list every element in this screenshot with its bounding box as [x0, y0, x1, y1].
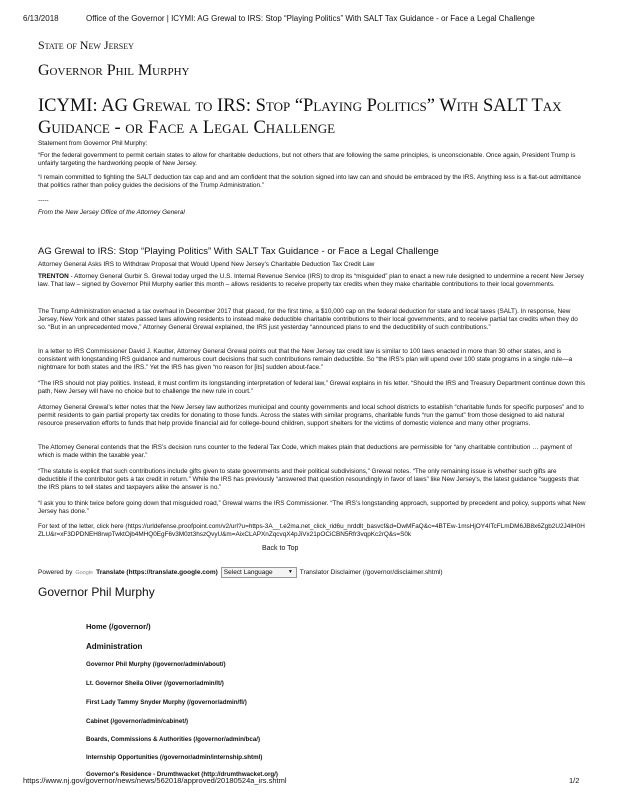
- print-url: https://www.nj.gov/governor/news/news/562018/approved/20180524a_irs.shtml: [23, 776, 287, 785]
- translate-link[interactable]: Translate (https://translate.google.com): [96, 569, 218, 576]
- source-line: From the New Jersey Office of the Attorney General: [38, 209, 185, 216]
- dateline: TRENTON: [38, 273, 69, 280]
- page-number: 1/2: [569, 776, 580, 785]
- article-paragraph: The Trump Administration enacted a tax overhaul in December 2017 that placed, for the first time, a $10,000 cap on the federal deduction for state and local taxes (SALT). In response, New Jersey, New York and other states passed laws allowing residents to instead make deductible charitable contributions to their local governments, and to receive partial tax credits when they do so. “But in an unprecedented move,” Attorney General Grewal explained, the IRS just yesterday “announced plans to end the deductibility of such contributions.”: [38, 308, 578, 331]
- sub-deck: Attorney General Asks IRS to Withdraw Proposal that Would Upend New Jersey’s Charitable Deduction Tax Credit Law: [38, 261, 375, 268]
- nav-home-link[interactable]: Home (/governor/): [86, 622, 151, 631]
- nav-link-lt-governor[interactable]: Lt. Governor Sheila Oliver (/governor/admin/lt/): [86, 680, 224, 687]
- article-headline: ICYMI: AG Grewal to IRS: Stop “Playing Politics” With SALT Tax Guidance - or Face a Legal Challenge: [38, 96, 562, 138]
- divider-text: -----: [38, 197, 49, 204]
- translator-disclaimer-link[interactable]: Translator Disclaimer (/governor/disclaimer.shtml): [299, 569, 443, 576]
- article-paragraph: Attorney General Grewal’s letter notes that the New Jersey law authorizes municipal and county governments and local school districts to establish “charitable funds for specific purposes” and to permit residents to gain partial property tax credits for donating to those funds. Across the states with similar programs, charitable funds “run the gamut” from those designed to aid natural resource preservation efforts to funds that help provide financial aid for college-bound children, support shelters for the victims of domestic violence and many other programs.: [38, 404, 584, 427]
- powered-by-label: Powered by: [38, 569, 73, 576]
- nav-admin-heading: Administration: [86, 642, 143, 651]
- google-logo-icon: Google: [75, 569, 94, 576]
- footer-site-title[interactable]: Governor Phil Murphy: [38, 585, 155, 599]
- nav-link-governor[interactable]: Governor Phil Murphy (/governor/admin/about/): [86, 661, 226, 668]
- quote-paragraph: “For the federal government to permit certain states to allow for charitable deductions, but not others that are following the same principles, is unconscionable. Once again, President Trump is unfairly targeting the hardworking people of New Jersey.: [38, 152, 576, 167]
- print-page-title: Office of the Governor | ICYMI: AG Grewal to IRS: Stop “Playing Politics” With SALT Tax Guidance - or Face a Legal Challenge: [86, 14, 535, 23]
- nav-link-boards[interactable]: Boards, Commissions & Authorities (/governor/admin/bca/): [86, 736, 261, 743]
- article-paragraph: TRENTON - Attorney General Gurbir S. Grewal today urged the U.S. Internal Revenue Service (IRS) to drop its “misguided” plan to enact a new rule designed to undermine a recent New Jersey law. That law – signed by Governor Phil Murphy earlier this month – allows residents to receive property tax credits when they make charitable contributions to their local governments.: [38, 273, 584, 288]
- article-paragraph: “The IRS should not play politics. Instead, it must confirm its longstanding interpretation of federal law,” Grewal explains in his letter. “Should the IRS and Treasury Department continue down this path, New Jersey will have no choice but to challenge the new rule in court.”: [38, 380, 586, 395]
- article-paragraph: The Attorney General contends that the IRS’s decision runs counter to the federal Tax Code, which makes plain that deductions are permissible for “any charitable contribution … payment of which is made within the taxable year.”: [38, 444, 573, 459]
- sub-headline: AG Grewal to IRS: Stop “Playing Politics” With SALT Tax Guidance - or Face a Legal Challenge: [38, 246, 439, 257]
- back-to-top-link[interactable]: Back to Top: [262, 545, 299, 552]
- nav-link-cabinet[interactable]: Cabinet (/governor/admin/cabinet/): [86, 718, 189, 725]
- chevron-down-icon: ▼: [287, 569, 293, 575]
- nav-link-residence[interactable]: Governor's Residence - Drumthwacket (http://drumthwacket.org/): [86, 771, 278, 778]
- article-paragraph: “The statute is explicit that such contributions include gifts given to state governments and their political subdivisions,” Grewal notes. “The only remaining issue is whether such gifts are deductible if the contributor gets a tax credit in return.” While the IRS has previously “answered that question resoundingly in favor of laws” like New Jersey’s, the latest guidance “suggests that the IRS plans to tell states and taxpayers alike the answer is no.”: [38, 468, 579, 491]
- language-select[interactable]: Select Language ▼: [221, 567, 297, 578]
- translate-bar: [38, 567, 443, 578]
- article-paragraph: “I ask you to think twice before going down that misguided road,” Grewal warns the IRS Commissioner. “The IRS’s longstanding approach, supported by precedent and policy, supports what New Jersey has done.”: [38, 500, 586, 515]
- article-paragraph: In a letter to IRS Commissioner David J. Kautter, Attorney General Grewal points out that the New Jersey tax credit law is similar to 100 laws enacted in more than 30 other states, and is consistent with longstanding IRS guidance and numerous court decisions that such contributions remain deductible. So “the IRS’s plan will upend over 100 state programs in a single rule—a nightmare for both states and the IRS.” Yet the IRS has given “no reason for [its] sudden about-face.”: [38, 348, 573, 371]
- letter-link-paragraph[interactable]: For text of the letter, click here (https://urldefense.proofpoint.com/v2/url?u=https-3A__t.e2ma.net_click_rid6u_nrddlt_basvcf&d=DwMFaQ&c=4BTEw-1msHjOY4ITcFLmDM6JB8x6Zgb2U2J4IH0HZLU&r=xF3DPDNEH8rwpTwktOjb4MHQ0EgF6v3M0zt3hszQvyU&m=AixCLAPXnZqcvqX4pJiVx21pOCiCBN5Rfr3vqpKc2rQ&s=S0k: [38, 523, 585, 538]
- print-date: 6/13/2018: [23, 14, 59, 23]
- statement-label: Statement from Governor Phil Murphy:: [38, 140, 148, 147]
- site-title[interactable]: Governor Phil Murphy: [38, 62, 190, 79]
- nav-link-first-lady[interactable]: First Lady Tammy Snyder Murphy (/governor/admin/fl/): [86, 699, 247, 706]
- nav-link-internship[interactable]: Internship Opportunities (/governor/admin/internship.shtml): [86, 754, 263, 761]
- state-label[interactable]: State of New Jersey: [38, 38, 134, 52]
- quote-paragraph: “I remain committed to fighting the SALT deduction tax cap and and am confident that the solution signed into law can and should be embraced by the IRS. Anything less is a flat-out admittance that politics rather than policy guides the decisions of the Trump Administration.”: [38, 174, 581, 189]
